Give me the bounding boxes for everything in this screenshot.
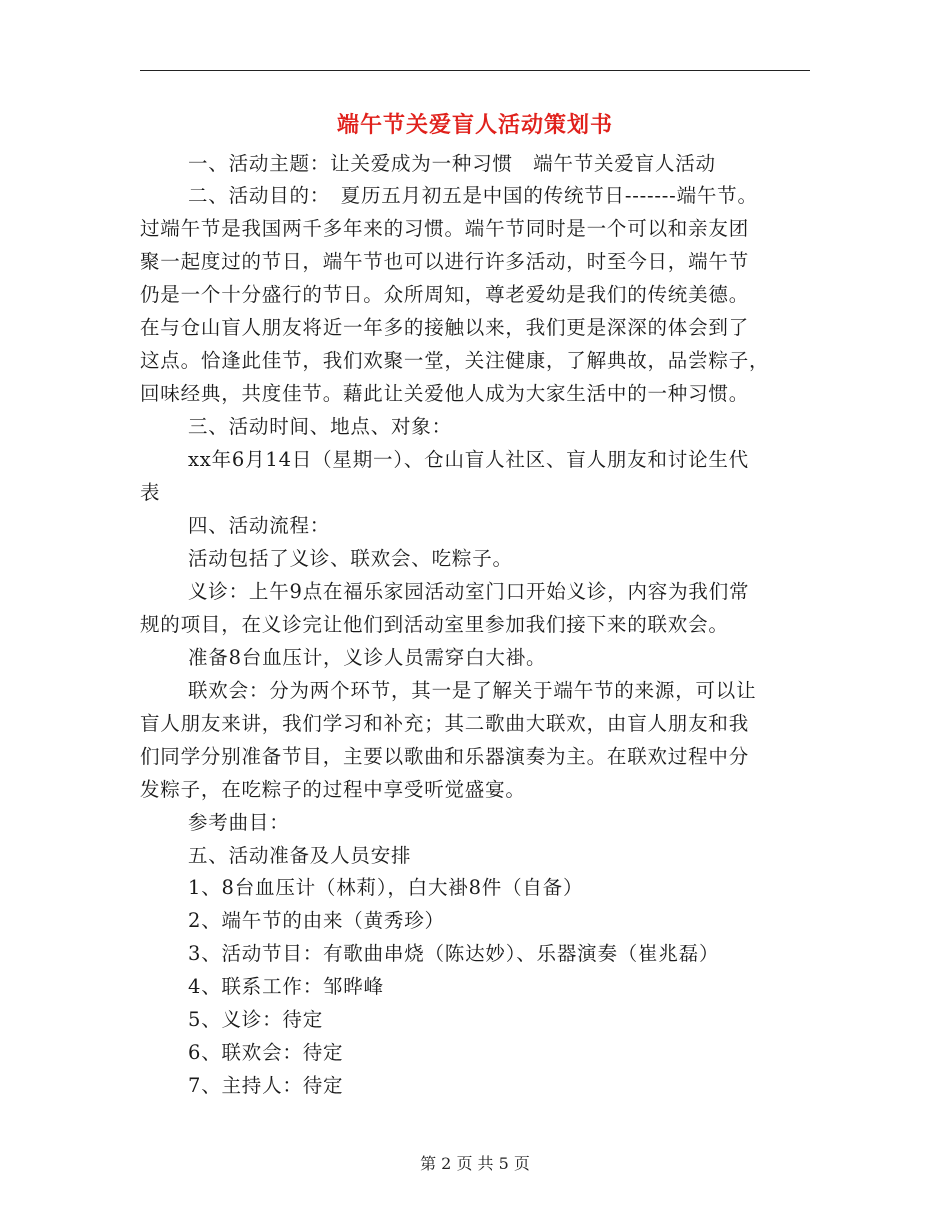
paragraph-line: 过端午节是我国两千多年来的习惯。端午节同时是一个可以和亲友团 [140, 217, 750, 240]
list-item: 2、端午节的由来（黄秀珍） [188, 909, 445, 932]
paragraph-line: 四、活动流程： [188, 514, 331, 537]
document-title: 端午节关爱盲人活动策划书 [336, 112, 613, 138]
paragraph-line: 聚一起度过的节日，端午节也可以进行许多活动，时至今日，端午节 [140, 250, 750, 273]
paragraph-line: 联欢会：分为两个环节，其一是了解关于端午节的来源，可以让 [188, 679, 757, 702]
paragraph-line: 三、活动时间、地点、对象： [188, 415, 452, 438]
list-item: 7、主持人：待定 [188, 1074, 344, 1097]
paragraph-line: 义诊：上午9点在福乐家园活动室门口开始义诊，内容为我们常 [188, 580, 750, 603]
paragraph-line: 活动包括了义诊、联欢会、吃粽子。 [188, 547, 513, 570]
list-item: 1、8台血压计（林莉），白大褂8件（自备） [188, 876, 584, 899]
paragraph-line: 们同学分别准备节目，主要以歌曲和乐器演奏为主。在联欢过程中分 [140, 745, 750, 768]
paragraph-line: 五、活动准备及人员安排 [188, 844, 412, 867]
paragraph-line: xx年6月14日（星期一）、仓山盲人社区、盲人朋友和讨论生代 [188, 448, 749, 471]
list-item: 3、活动节目：有歌曲串烧（陈达妙）、乐器演奏（崔兆磊） [188, 942, 720, 965]
paragraph-line: 参考曲目： [188, 811, 290, 834]
paragraph-line: 准备8台血压计，义诊人员需穿白大褂。 [188, 646, 547, 669]
list-item: 5、义诊：待定 [188, 1008, 324, 1031]
paragraph-line: 盲人朋友来讲，我们学习和补充；其二歌曲大联欢，由盲人朋友和我 [140, 712, 750, 735]
page-number-footer: 第 2 页 共 5 页 [420, 1154, 530, 1173]
paragraph-line: 仍是一个十分盛行的节日。众所周知，尊老爱幼是我们的传统美德。 [140, 283, 750, 306]
header-rule [140, 70, 810, 71]
paragraph-line: 二、活动目的： 夏历五月初五是中国的传统节日-------端午节。 [188, 184, 758, 207]
paragraph-line: 表 [140, 481, 161, 504]
paragraph-line: 这点。恰逢此佳节，我们欢聚一堂，关注健康，了解典故，品尝粽子， [140, 349, 770, 372]
paragraph-line: 一、活动主题：让关爱成为一种习惯 端午节关爱盲人活动 [188, 152, 716, 175]
paragraph-line: 发粽子，在吃粽子的过程中享受听觉盛宴。 [140, 778, 526, 801]
paragraph-line: 回味经典，共度佳节。藉此让关爱他人成为大家生活中的一种习惯。 [140, 382, 750, 405]
paragraph-line: 规的项目，在义诊完让他们到活动室里参加我们接下来的联欢会。 [140, 613, 729, 636]
list-item: 4、联系工作：邹晔峰 [188, 975, 384, 998]
paragraph-line: 在与仓山盲人朋友将近一年多的接触以来，我们更是深深的体会到了 [140, 316, 750, 339]
list-item: 6、联欢会：待定 [188, 1041, 344, 1064]
